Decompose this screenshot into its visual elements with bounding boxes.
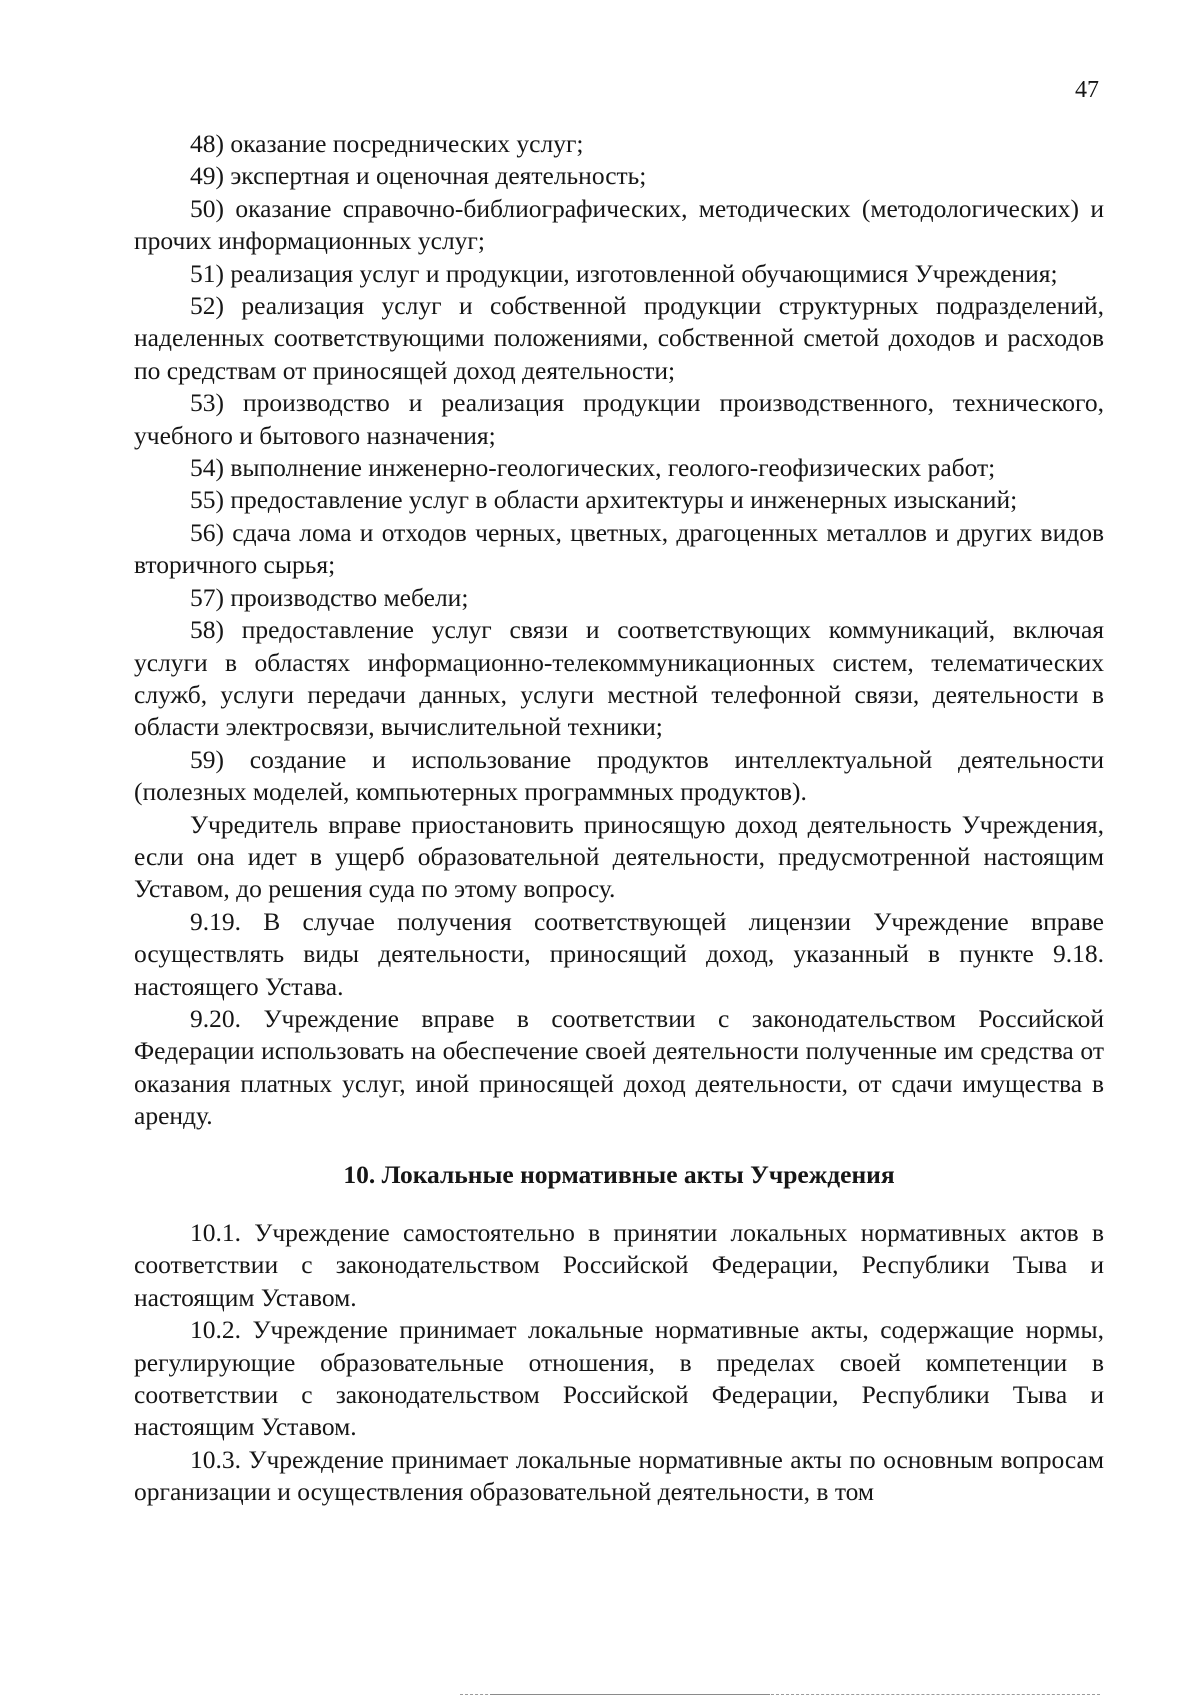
list-item-57: 57) производство мебели;	[190, 582, 469, 612]
list-item-59: 59) создание и использование продуктов интеллектуальной деятельности (полезных моделей, компьютерных программных продуктов).	[134, 744, 1104, 807]
list-item-49: 49) экспертная и оценочная деятельность;	[190, 161, 647, 191]
paragraph-9-19: 9.19. В случае получения соответствующей лицензии Учреждение вправе осуществлять виды деятельности, приносящий доход, указанный в пункте 9.18. настоящего Устава.	[134, 906, 1104, 1001]
list-item-52: 52) реализация услуг и собственной продукции структурных подразделений, наделенных соответствующими положениями, собственной сметой доходов и расходов по средствам от приносящей доход деятельности;	[134, 291, 1104, 385]
list-item-53: 53) производство и реализация продукции производственного, технического, учебного и бытового назначения;	[134, 388, 1104, 450]
paragraph-10-2: 10.2. Учреждение принимает локальные нормативные акты, содержащие нормы, регулирующие образовательные отношения, в пределах своей компетенции в соответствии с законодательством Российской Федерации, Республики Тыва и настоящим Уставом.	[134, 1315, 1104, 1442]
paragraph-10-3: 10.3. Учреждение принимает локальные нормативные акты по основным вопросам организации и осуществления образовательной деятельности, в том	[134, 1444, 1104, 1507]
page-number: 47	[1075, 77, 1099, 103]
paragraph-9-20: 9.20. Учреждение вправе в соответствии с законодательством Российской Федерации использовать на обеспечение своей деятельности полученные им средства от оказания платных услуг, иной приносящей доход деятельности, от сдачи имущества в аренду.	[134, 1003, 1104, 1131]
paragraph-founder: Учредитель вправе приостановить приносящую доход деятельность Учреждения, если она идет в ущерб образовательной деятельности, предусмотренной настоящим Уставом, до решения суда по этому вопросу.	[134, 809, 1104, 904]
document-body	[134, 128, 1104, 1509]
list-item-51: 51) реализация услуг и продукции, изготовленной обучающимися Учреждения;	[190, 258, 1058, 288]
list-item-54: 54) выполнение инженерно-геологических, геолого-геофизических работ;	[190, 453, 996, 483]
list-item-50: 50) оказание справочно-библиографических, методических (методологических) и прочих информационных услуг;	[134, 193, 1104, 256]
footer-scan-line-solid	[490, 1694, 770, 1695]
list-item-58: 58) предоставление услуг связи и соответствующих коммуникаций, включая услуги в областях информационно-телекоммуникационных систем, телематических служб, услуги передачи данных, услуги местной телефонной связи, деятельности в области электросвязи, вычислительной техники;	[134, 615, 1104, 742]
list-item-56: 56) сдача лома и отходов черных, цветных, драгоценных металлов и других видов вторичного сырья;	[134, 517, 1104, 580]
list-item-55: 55) предоставление услуг в области архитектуры и инженерных изысканий;	[190, 485, 1018, 515]
list-item-48: 48) оказание посреднических услуг;	[190, 129, 584, 158]
section-heading: 10. Локальные нормативные акты Учреждения	[343, 1159, 895, 1189]
paragraph-10-1: 10.1. Учреждение самостоятельно в принятии локальных нормативных актов в соответствии с законодательством Российской Федерации, Республики Тыва и настоящим Уставом.	[134, 1218, 1104, 1312]
